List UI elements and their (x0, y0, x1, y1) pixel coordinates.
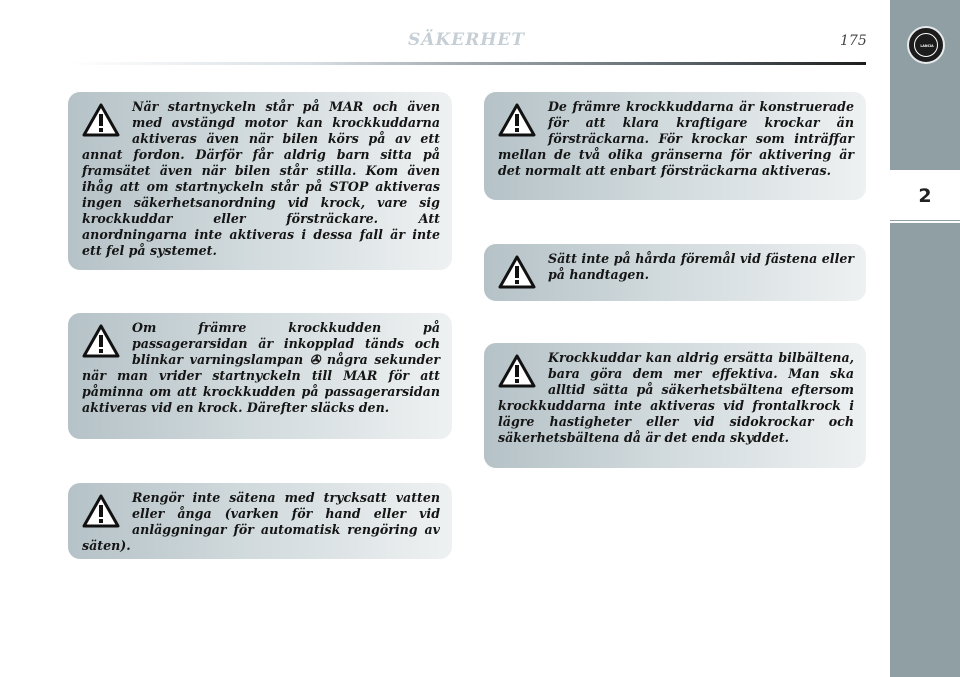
section-title: SÄKERHET (408, 30, 525, 50)
logo-text: LANCIA (920, 44, 934, 48)
logo-ring (914, 33, 938, 57)
lancia-logo-icon (907, 26, 945, 64)
warning-text: De främre krockkuddarna är konstruerade för att klara kraftigare krockar än försträckarna. För krockar som inträffar mellan de två olika gränserna för aktivering är det normalt att enbart försträckarna aktiveras. (498, 99, 854, 178)
sidebar-divider (890, 221, 960, 223)
chapter-tab[interactable]: 2 (890, 172, 960, 220)
warning-text: Krockkuddar kan aldrig ersätta bilbältena, bara göra dem mer effektiva. Man ska alltid sätta på säkerhetsbältena eftersom krockkuddarna inte aktiveras vid frontalkrock i lägre hastigheter eller vid sidokrockar och säkerhetsbältena då är det enda skyddet. (498, 350, 854, 445)
warning-triangle-icon (498, 354, 536, 388)
warning-box (484, 343, 866, 468)
sidebar (890, 0, 960, 677)
warning-text: När startnyckeln står på MAR och även med avstängd motor kan krockkuddarna aktiveras även när bilen körs på av ett annat fordon. Därför får aldrig barn sitta på framsätet även när bilen står stilla. Kom även ihåg att om startnyckeln står på STOP aktiveras ingen säkerhetsanordning vid krock, vare sig krockkuddar eller försträckare. Att anordningarna inte aktiveras i dessa fall är inte ett fel på systemet. (82, 99, 440, 258)
warning-box (68, 313, 452, 439)
warning-box (68, 92, 452, 270)
header-rule (68, 62, 866, 65)
warning-box (484, 92, 866, 200)
warning-box (68, 483, 452, 559)
warning-box (484, 244, 866, 301)
warning-triangle-icon (498, 103, 536, 137)
warning-text: Om främre krockkudden på passagerarsidan är inkopplad tänds och blinkar varningslampan ✇ några sekunder när man vrider startnyckeln till MAR för att påminna om att krockkudden på passagerarsidan aktiveras vid en krock. Därefter släcks den. (82, 320, 440, 415)
warning-triangle-icon (498, 255, 536, 289)
warning-triangle-icon (82, 103, 120, 137)
warning-text: Sätt inte på hårda föremål vid fästena eller på handtagen. (548, 251, 854, 282)
warning-triangle-icon (82, 324, 120, 358)
page-number: 175 (840, 33, 867, 49)
warning-text: Rengör inte sätena med trycksatt vatten eller ånga (varken för hand eller vid anläggningar för automatisk rengöring av säten). (82, 490, 440, 553)
warning-triangle-icon (82, 494, 120, 528)
